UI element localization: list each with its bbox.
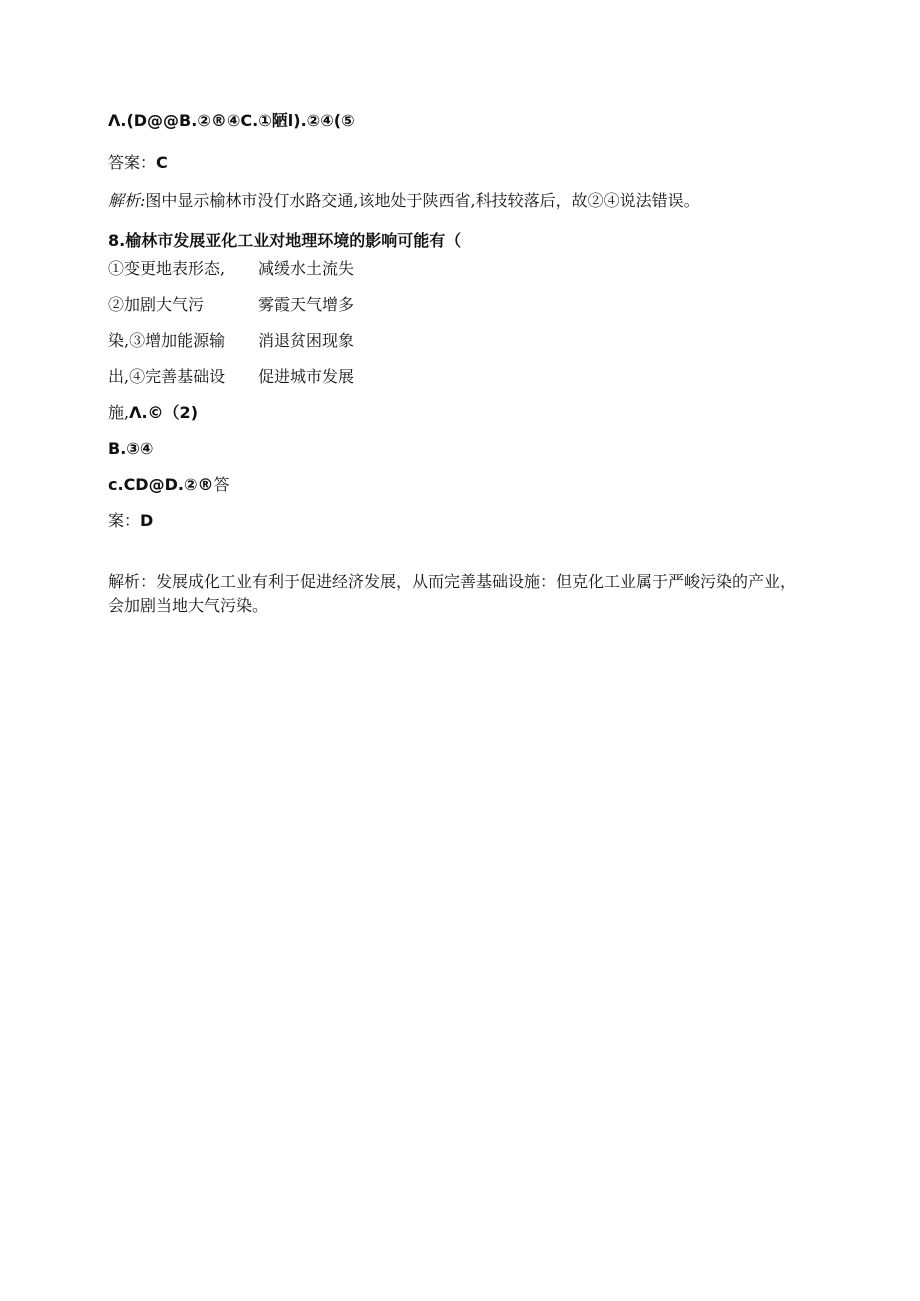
option-a-line (108, 402, 198, 424)
question-8-text: 8.榆林市发展亚化工业对地理环境的影响可能有（ (108, 231, 462, 250)
option-cd: c.CD@D.②® (108, 475, 214, 494)
option-b: B.③④ (108, 439, 154, 458)
item-right-3: 消退贫困现象 (258, 331, 355, 350)
item-left-3: 染,③增加能源输 (108, 331, 226, 350)
item-right-4: 促进城市发展 (258, 367, 355, 386)
analysis-1 (108, 190, 700, 212)
answer-1-value: C (156, 153, 168, 172)
options-line-1: Λ.(D@@B.②®④C.①陋l).②④(⑤ (108, 111, 355, 130)
answer-1-label: 答案： (108, 153, 157, 172)
analysis-1-text: 图中显示榆林市没仃水路交通,该地处于陕西省,科技较落后，故②④说法错误。 (145, 191, 700, 210)
option-cd-suffix: 答 (213, 475, 230, 494)
question-8 (108, 230, 461, 252)
answer-1 (108, 152, 168, 174)
item-left-2: ②加剧大气污 (108, 295, 205, 314)
option-a-prefix: 施, (108, 403, 130, 422)
answer-2-value: D (140, 511, 154, 530)
item-right-2: 雾霞天气增多 (258, 295, 355, 314)
item-right-1: 减缓水土流失 (258, 259, 355, 278)
answer-2-label: 案： (108, 511, 141, 530)
answer-2 (108, 510, 153, 532)
option-a: Λ.©（2) (129, 403, 199, 422)
item-left-1: ①变更地表形态, (108, 259, 226, 278)
analysis-2: 解析：发展成化工业有利于促进经济发展，从而完善基础设施：但克化工业属于严峻污染的产业，会加剧当地大气污染。 (108, 572, 797, 615)
option-cd-line (108, 474, 230, 496)
analysis-1-label: 解析: (108, 191, 146, 210)
item-left-4: 出,④完善基础设 (108, 367, 226, 386)
